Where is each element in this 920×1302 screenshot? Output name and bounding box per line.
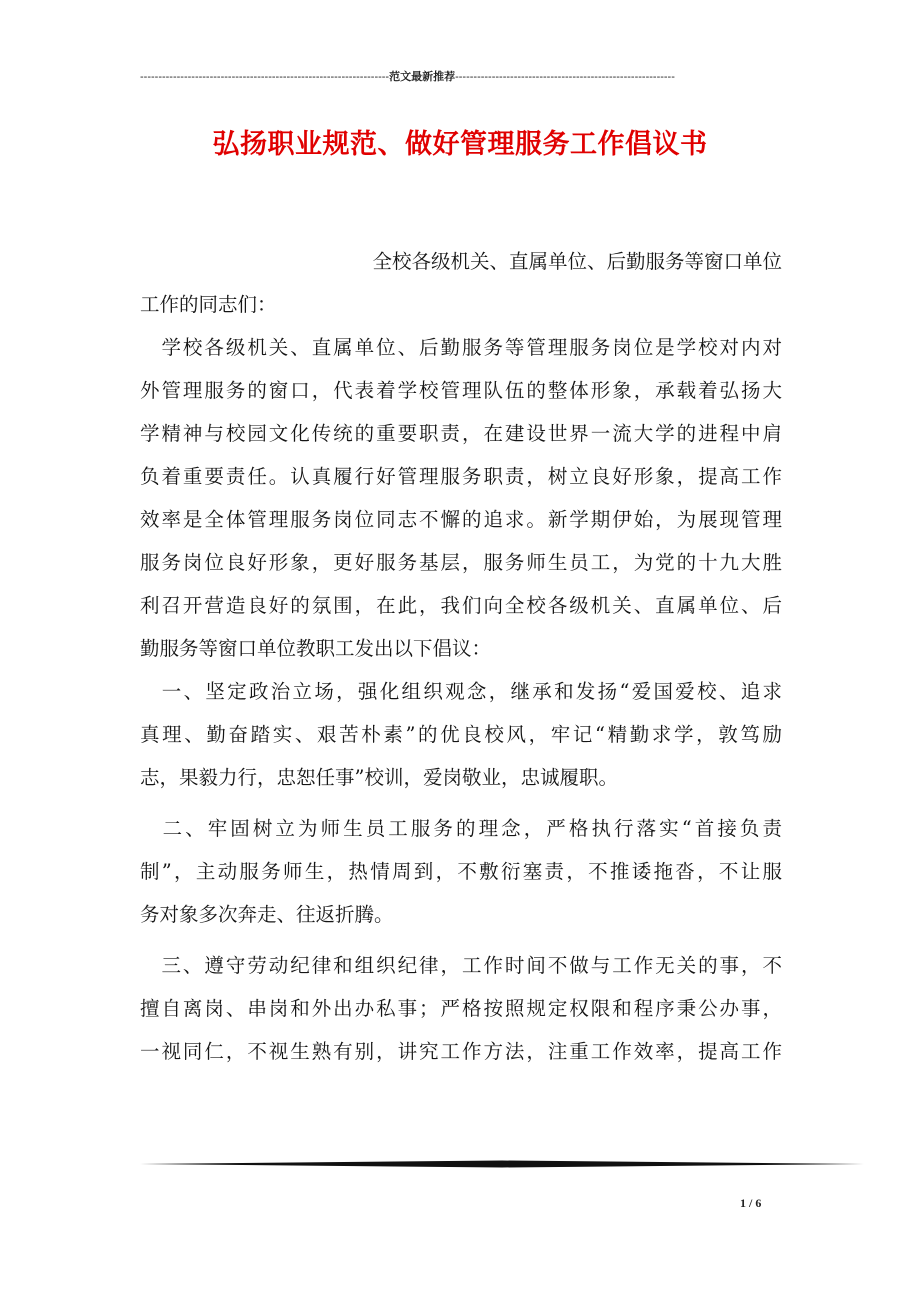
paragraph-1-line-4: 负着重要责任。认真履行好管理服务职责，树立良好形象，提高工作 bbox=[140, 465, 782, 488]
document-title: 弘扬职业规范、做好管理服务工作倡议书 bbox=[212, 129, 708, 160]
paragraph-1-line-2: 外管理服务的窗口，代表着学校管理队伍的整体形象，承载着弘扬大 bbox=[140, 379, 782, 402]
header-dashes-right: ------------------------------------------------------------ bbox=[455, 71, 675, 83]
header-dashes-left: -------------------------------------------------------------------- bbox=[140, 71, 390, 83]
paragraph-1-line-6: 服务岗位良好形象，更好服务基层，服务师生员工，为党的十九大胜 bbox=[140, 551, 782, 574]
paragraph-1-line-3: 学精神与校园文化传统的重要职责，在建设世界一流大学的进程中肩 bbox=[140, 422, 782, 445]
salutation-line-2: 工作的同志们： bbox=[140, 293, 277, 316]
footer-rule bbox=[140, 1160, 864, 1168]
paragraph-4-line-3: 一视同仁，不视生熟有别，讲究工作方法，注重工作效率，提高工作 bbox=[140, 1040, 782, 1063]
paragraph-3-line-1: 二、牢固树立为师生员工服务的理念，严格执行落实“首接负责 bbox=[140, 817, 782, 840]
paragraph-2-line-3: 志，果毅力行，忠恕任事”校训，爱岗敬业，忠诚履职。 bbox=[140, 766, 618, 789]
paragraph-3-line-2: 制”，主动服务师生，热情周到，不敷衍塞责，不推诿拖沓，不让服 bbox=[140, 860, 782, 883]
paragraph-4-line-1: 三、遵守劳动纪律和组织纪律，工作时间不做与工作无关的事，不 bbox=[140, 954, 782, 977]
paragraph-2-line-1: 一、坚定政治立场，强化组织观念，继承和发扬“爱国爱校、追求 bbox=[140, 680, 782, 703]
running-header bbox=[140, 68, 768, 86]
paragraph-gap bbox=[140, 936, 782, 944]
paragraph-1-line-5: 效率是全体管理服务岗位同志不懈的追求。新学期伊始，为展现管理 bbox=[140, 508, 782, 531]
document-body bbox=[140, 240, 782, 1073]
salutation-line-1: 全校各级机关、直属单位、后勤服务等窗口单位 bbox=[372, 250, 782, 273]
paragraph-2-line-2: 真理、勤奋踏实、艰苦朴素”的优良校风，牢记“精勤求学，敦笃励 bbox=[140, 723, 782, 746]
paragraph-1-line-7: 利召开营造良好的氛围，在此，我们向全校各级机关、直属单位、后 bbox=[140, 594, 782, 617]
paragraph-4-line-2: 擅自离岗、串岗和外出办私事；严格按照规定权限和程序秉公办事， bbox=[140, 997, 782, 1020]
paragraph-1-line-1: 学校各级机关、直属单位、后勤服务等管理服务岗位是学校对内对 bbox=[140, 336, 782, 359]
paragraph-1-line-8: 勤服务等窗口单位教职工发出以下倡议： bbox=[140, 637, 492, 660]
paragraph-3-line-3: 务对象多次奔走、往返折腾。 bbox=[140, 903, 394, 926]
header-label: 范文最新推荐 bbox=[389, 71, 456, 83]
page-number: 1 / 6 bbox=[740, 1196, 762, 1210]
paragraph-gap bbox=[140, 799, 782, 807]
